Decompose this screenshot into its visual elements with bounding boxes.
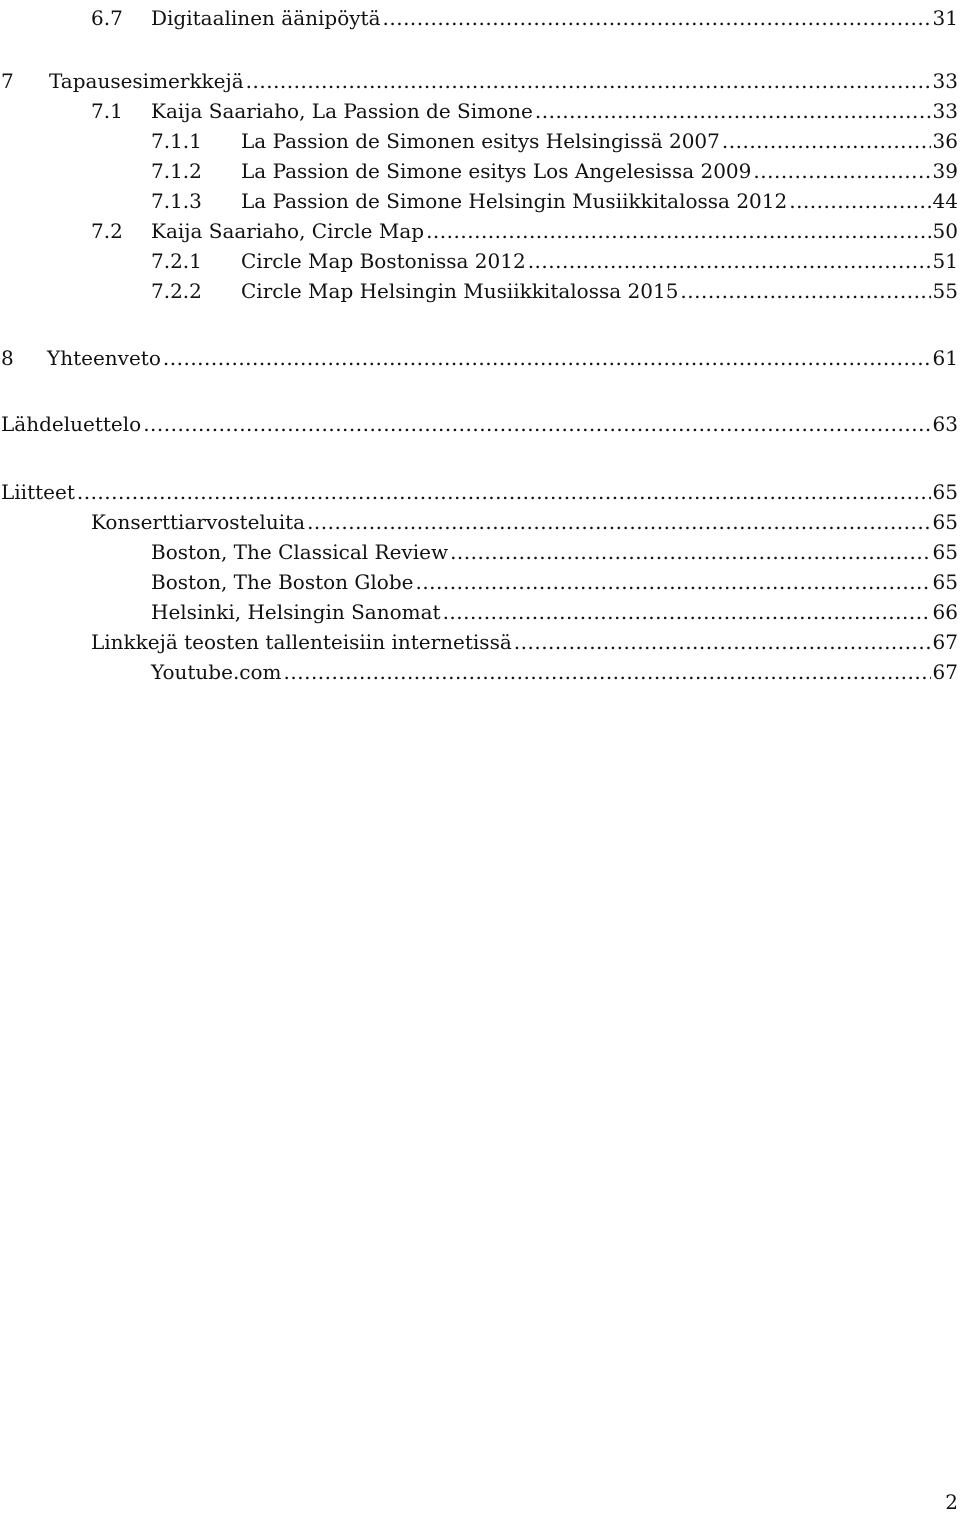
toc-entry-title: Boston, The Classical Review <box>151 540 449 564</box>
toc-dot-leader <box>528 249 931 273</box>
toc-entry[interactable] <box>0 624 958 654</box>
toc-entry-title: La Passion de Simone esitys Los Angelesissa 2009 <box>241 159 752 183</box>
toc-entry-title: Boston, The Boston Globe <box>151 570 414 594</box>
toc-entry-number: 7.2.1 <box>151 249 202 273</box>
toc-dot-leader <box>284 660 931 684</box>
toc-entry-page: 31 <box>932 6 958 30</box>
toc-entry-page: 33 <box>932 69 958 93</box>
toc-entry-title: Liitteet <box>1 480 75 504</box>
toc-dot-leader <box>789 189 930 213</box>
toc-entry-title: Kaija Saariaho, Circle Map <box>151 219 425 243</box>
toc-entry-title: Kaija Saariaho, La Passion de Simone <box>151 99 533 123</box>
toc-dot-leader <box>77 480 931 504</box>
toc-dot-leader <box>307 510 930 534</box>
toc-entry[interactable] <box>0 93 958 123</box>
toc-entry-page: 67 <box>932 630 958 654</box>
toc-entry-page: 63 <box>932 412 958 436</box>
toc-entry[interactable] <box>0 123 958 153</box>
toc-dot-leader <box>450 540 930 564</box>
toc-entry-page: 44 <box>932 189 958 213</box>
toc-entry-page: 66 <box>932 600 958 624</box>
toc-dot-leader <box>426 219 930 243</box>
toc-entry-number: 8 <box>1 346 14 370</box>
toc-entry-title: Youtube.com <box>151 660 282 684</box>
toc-dot-leader <box>722 129 931 153</box>
toc-entry-number: 7.1.3 <box>151 189 202 213</box>
page-number: 2 <box>945 1490 958 1514</box>
toc-entry-title: Linkkejä teosten tallenteisiin internetissä <box>91 630 512 654</box>
toc-entry[interactable] <box>0 594 958 624</box>
toc-entry[interactable] <box>0 474 958 504</box>
toc-entry-title: Circle Map Helsingin Musiikkitalossa 2015 <box>241 279 679 303</box>
toc-dot-leader <box>143 412 930 436</box>
toc-entry-page: 36 <box>932 129 958 153</box>
toc-entry-number: 6.7 <box>91 6 123 30</box>
toc-entry[interactable] <box>0 183 958 213</box>
toc-entry-title: La Passion de Simone Helsingin Musiikkitalossa 2012 <box>241 189 788 213</box>
toc-entry[interactable] <box>0 243 958 273</box>
toc-entry-page: 50 <box>932 219 958 243</box>
toc-entry-title: Helsinki, Helsingin Sanomat <box>151 600 441 624</box>
toc-entry-page: 65 <box>932 540 958 564</box>
toc-dot-leader <box>415 570 930 594</box>
toc-entry[interactable] <box>0 213 958 243</box>
toc-entry-number: 7.1.1 <box>151 129 202 153</box>
toc-entry-number: 7.2.2 <box>151 279 202 303</box>
toc-entry-page: 65 <box>932 510 958 534</box>
toc-entry-page: 67 <box>932 660 958 684</box>
toc-dot-leader <box>443 600 931 624</box>
toc-entry[interactable] <box>0 0 958 30</box>
toc-entry[interactable] <box>0 63 958 93</box>
toc-entry-number: 7.1 <box>91 99 123 123</box>
toc-entry-title: La Passion de Simonen esitys Helsingissä 2007 <box>241 129 720 153</box>
toc-dot-leader <box>163 346 931 370</box>
toc-entry-page: 51 <box>932 249 958 273</box>
toc-dot-leader <box>383 6 931 30</box>
toc-entry-number: 7.2 <box>91 219 123 243</box>
toc-entry-page: 65 <box>932 480 958 504</box>
toc-entry-page: 61 <box>932 346 958 370</box>
toc-entry-page: 55 <box>932 279 958 303</box>
toc-dot-leader <box>753 159 930 183</box>
toc-entry[interactable] <box>0 534 958 564</box>
toc-entry-title: Digitaalinen äänipöytä <box>151 6 381 30</box>
toc-entry-title: Konserttiarvosteluita <box>91 510 306 534</box>
toc-entry[interactable] <box>0 340 958 370</box>
toc-entry[interactable] <box>0 406 958 436</box>
toc-entry-page: 33 <box>932 99 958 123</box>
toc-entry[interactable] <box>0 153 958 183</box>
toc-entry-title: Circle Map Bostonissa 2012 <box>241 249 526 273</box>
toc-entry[interactable] <box>0 273 958 303</box>
toc-entry-title: Yhteenveto <box>47 346 161 370</box>
toc-entry-number: 7 <box>1 69 14 93</box>
toc-entry[interactable] <box>0 504 958 534</box>
toc-entry-title: Tapausesimerkkejä <box>49 69 244 93</box>
toc-dot-leader <box>514 630 931 654</box>
toc-dot-leader <box>535 99 931 123</box>
toc-entry-number: 7.1.2 <box>151 159 202 183</box>
toc-entry[interactable] <box>0 654 958 684</box>
toc-entry-page: 39 <box>932 159 958 183</box>
toc-entry-page: 65 <box>932 570 958 594</box>
toc-dot-leader <box>246 69 931 93</box>
toc-entry-title: Lähdeluettelo <box>1 412 142 436</box>
toc-entry[interactable] <box>0 564 958 594</box>
toc-dot-leader <box>680 279 930 303</box>
